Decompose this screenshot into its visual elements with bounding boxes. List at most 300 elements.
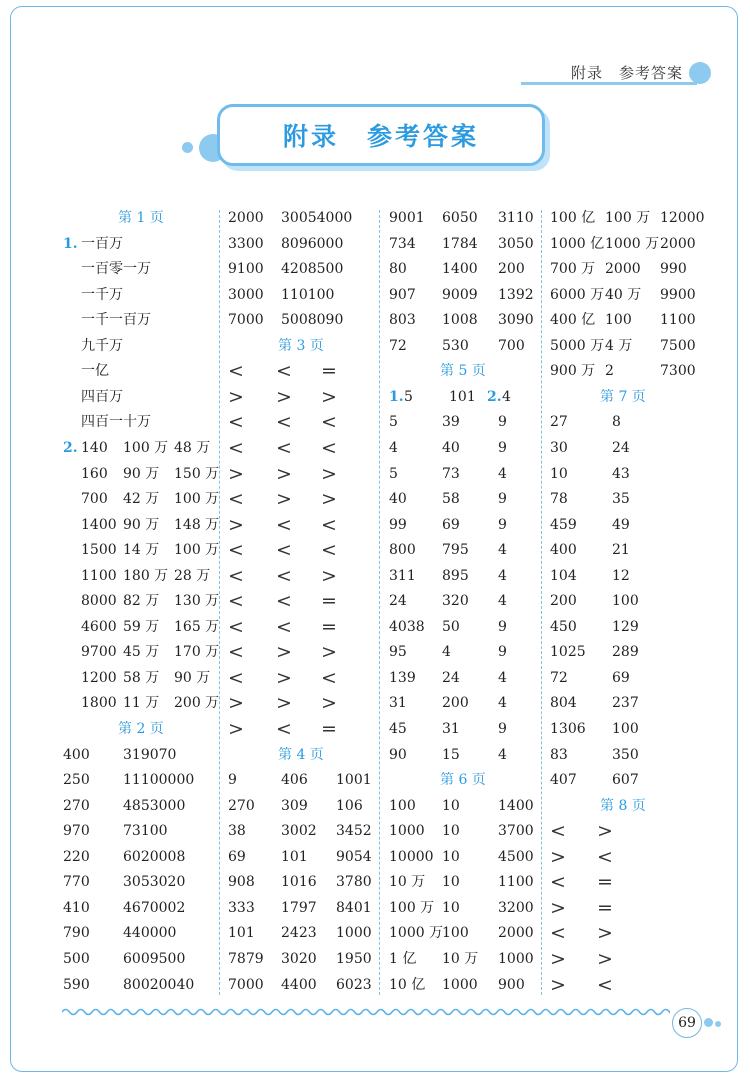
page-title: 附录 参考答案: [282, 122, 479, 151]
answer-value: 49: [612, 517, 630, 533]
answer-value: 250: [63, 772, 90, 788]
answer-value: 1001: [336, 772, 372, 788]
title-banner: [217, 104, 545, 166]
answer-value: 4: [498, 466, 507, 482]
answer-value: 607: [612, 772, 639, 788]
header-circle-icon: [689, 62, 711, 84]
page-section-label: 第 7 页: [600, 389, 646, 405]
answer-value: 7300: [660, 363, 696, 379]
answer-value: 106: [336, 798, 363, 814]
comparison-symbol: <: [597, 974, 613, 996]
answer-value: 1200: [81, 670, 117, 686]
answer-value: 3700: [498, 823, 534, 839]
answer-value: 40 万: [605, 287, 642, 303]
answer-value: 170 万: [174, 644, 220, 660]
comparison-symbol: <: [228, 590, 244, 612]
answer-value: 5: [404, 389, 413, 405]
answer-value: 3053020: [123, 874, 186, 890]
answer-value: 200: [550, 593, 577, 609]
answer-value: 4500: [498, 849, 534, 865]
answer-value: 12: [612, 568, 630, 584]
comparison-symbol: >: [276, 488, 292, 510]
answer-value: 9001: [389, 210, 425, 226]
answer-value: 400: [63, 747, 90, 763]
answer-value: 9900: [660, 287, 696, 303]
comparison-symbol: >: [276, 667, 292, 689]
answer-value: 1016: [281, 874, 317, 890]
answer-value: 15: [442, 747, 460, 763]
comparison-symbol: >: [276, 692, 292, 714]
answer-value: 1 亿: [389, 951, 417, 967]
answer-value: 40: [389, 491, 407, 507]
answer-value: 795: [442, 542, 469, 558]
comparison-symbol: >: [228, 463, 244, 485]
answer-value: 90 万: [174, 670, 211, 686]
answer-value: 165 万: [174, 619, 220, 635]
answer-value: 9: [498, 644, 507, 660]
answer-value: 4: [502, 389, 511, 405]
answer-value: 10: [550, 466, 568, 482]
answer-value: 100 万: [174, 491, 220, 507]
answer-value: 31: [442, 721, 460, 737]
answer-value: 410: [63, 900, 90, 916]
answer-value: 100 万: [605, 210, 651, 226]
answer-value: 10: [442, 900, 460, 916]
answer-value: 2000: [498, 925, 534, 941]
answer-value: 800: [389, 542, 416, 558]
answer-value: 700: [81, 491, 108, 507]
answer-value: 9054: [336, 849, 372, 865]
answer-value: 四百一十万: [81, 414, 151, 430]
answer-value: 8000: [81, 593, 117, 609]
question-number: 1.: [63, 236, 78, 252]
answer-value: 590: [63, 977, 90, 993]
comparison-symbol: >: [597, 820, 613, 842]
answer-value: 101: [281, 849, 308, 865]
answer-value: 一百万: [81, 236, 123, 252]
answer-value: 10 万: [442, 951, 479, 967]
answer-value: 2: [605, 363, 614, 379]
answer-value: 14 万: [123, 542, 160, 558]
answer-value: 10 万: [389, 874, 426, 890]
answer-value: 700 万: [550, 261, 596, 277]
comparison-symbol: >: [321, 488, 337, 510]
answer-value: 100: [605, 312, 632, 328]
answer-value: 九千万: [81, 338, 123, 354]
answer-value: 1000 亿: [550, 236, 605, 252]
answer-value: 10 亿: [389, 977, 426, 993]
answer-value: 28 万: [174, 568, 211, 584]
comparison-symbol: <: [550, 820, 566, 842]
answer-value: 50: [442, 619, 460, 635]
comparison-symbol: >: [597, 948, 613, 970]
answer-value: 148 万: [174, 517, 220, 533]
answer-value: 311: [389, 568, 416, 584]
answer-value: 24: [389, 593, 407, 609]
page-section-label: 第 3 页: [278, 338, 324, 354]
comparison-symbol: >: [550, 948, 566, 970]
answer-value: 1000 万: [605, 236, 660, 252]
answer-value: 1400: [81, 517, 117, 533]
answer-value: 4: [442, 644, 451, 660]
answer-value: 82 万: [123, 593, 160, 609]
answer-value: 8401: [336, 900, 372, 916]
comparison-symbol: <: [321, 437, 337, 459]
answer-value: 1008: [442, 312, 478, 328]
running-header: [521, 60, 711, 88]
comparison-symbol: <: [228, 616, 244, 638]
answer-value: 4: [498, 568, 507, 584]
answer-value: 6050: [442, 210, 478, 226]
answer-value: 58 万: [123, 670, 160, 686]
answer-value: 104: [550, 568, 577, 584]
answer-value: 72: [550, 670, 568, 686]
answer-value: 6009500: [123, 951, 186, 967]
answer-value: 100 万: [174, 542, 220, 558]
answer-value: 400: [550, 542, 577, 558]
comparison-symbol: <: [276, 590, 292, 612]
answer-value: 803: [389, 312, 416, 328]
answer-value: 58: [442, 491, 460, 507]
answer-value: 9: [498, 440, 507, 456]
answer-value: 110100: [281, 287, 335, 303]
answer-value: 31: [389, 695, 407, 711]
answer-value: 8: [612, 414, 621, 430]
answer-value: 78: [550, 491, 568, 507]
comparison-symbol: <: [550, 871, 566, 893]
comparison-symbol: =: [321, 718, 337, 740]
comparison-symbol: <: [228, 360, 244, 382]
answer-value: 21: [612, 542, 630, 558]
answer-value: 700: [498, 338, 525, 354]
answer-value: 1950: [336, 951, 372, 967]
answer-value: 1025: [550, 644, 586, 660]
answer-value: 2000: [660, 236, 696, 252]
answer-value: 270: [63, 798, 90, 814]
answer-value: 10: [442, 823, 460, 839]
answer-value: 129: [612, 619, 639, 635]
answer-value: 319070: [123, 747, 177, 763]
answer-value: 1000 万: [389, 925, 444, 941]
answer-value: 1100: [498, 874, 534, 890]
comparison-symbol: <: [276, 514, 292, 536]
answer-value: 95: [389, 644, 407, 660]
answer-value: 10: [442, 874, 460, 890]
answer-value: 1000: [442, 977, 478, 993]
page-section-label: 第 4 页: [278, 747, 324, 763]
answer-value: 2000: [605, 261, 641, 277]
wave-divider: [62, 1005, 670, 1019]
answer-value: 3200: [498, 900, 534, 916]
answer-value: 9009: [442, 287, 478, 303]
answer-value: 1784: [442, 236, 478, 252]
answer-value: 160: [81, 466, 108, 482]
answer-value: 100: [612, 593, 639, 609]
answer-value: 200: [498, 261, 525, 277]
answer-value: 770: [63, 874, 90, 890]
comparison-symbol: >: [321, 692, 337, 714]
answer-value: 30: [550, 440, 568, 456]
answer-value: 3090: [498, 312, 534, 328]
answer-value: 45: [389, 721, 407, 737]
comparison-symbol: <: [228, 488, 244, 510]
comparison-symbol: <: [276, 718, 292, 740]
answer-value: 289: [612, 644, 639, 660]
comparison-symbol: >: [321, 463, 337, 485]
comparison-symbol: <: [276, 616, 292, 638]
answer-value: 9700: [81, 644, 117, 660]
comparison-symbol: <: [276, 539, 292, 561]
comparison-symbol: >: [321, 386, 337, 408]
answer-value: 10: [442, 849, 460, 865]
answer-value: 6000 万: [550, 287, 605, 303]
answer-value: 9: [498, 491, 507, 507]
answer-value: 80: [389, 261, 407, 277]
comparison-symbol: =: [321, 590, 337, 612]
answer-value: 220: [63, 849, 90, 865]
answer-value: 990: [660, 261, 687, 277]
comparison-symbol: =: [597, 871, 613, 893]
comparison-symbol: >: [550, 846, 566, 868]
answer-value: 90 万: [123, 517, 160, 533]
answer-value: 一千一百万: [81, 312, 151, 328]
answer-value: 970: [63, 823, 90, 839]
answer-value: 1100: [660, 312, 696, 328]
answer-value: 790: [63, 925, 90, 941]
answer-value: 4670002: [123, 900, 186, 916]
answer-value: 4: [498, 593, 507, 609]
answer-value: 1392: [498, 287, 534, 303]
comparison-symbol: =: [597, 897, 613, 919]
answer-value: 100 亿: [550, 210, 596, 226]
answer-value: 100: [389, 798, 416, 814]
answer-value: 734: [389, 236, 416, 252]
answer-value: 5: [389, 414, 398, 430]
answer-value: 406: [281, 772, 308, 788]
comparison-symbol: <: [228, 411, 244, 433]
column-divider: [541, 210, 542, 995]
small-circle-icon: [182, 142, 193, 153]
answer-value: 4: [498, 695, 507, 711]
comparison-symbol: <: [276, 565, 292, 587]
answer-value: 5008090: [281, 312, 344, 328]
page-section-label: 第 8 页: [600, 798, 646, 814]
answer-value: 4: [389, 440, 398, 456]
comparison-symbol: <: [228, 437, 244, 459]
answer-value: 5000 万: [550, 338, 605, 354]
comparison-symbol: >: [321, 641, 337, 663]
header-text: 附录 参考答案: [570, 64, 683, 82]
answer-value: 5: [389, 466, 398, 482]
answer-value: 24: [442, 670, 460, 686]
answer-value: 24: [612, 440, 630, 456]
answer-value: 3000: [228, 287, 264, 303]
answer-value: 333: [228, 900, 255, 916]
answer-value: 9100: [228, 261, 264, 277]
answer-value: 48 万: [174, 440, 211, 456]
answer-value: 11100000: [123, 772, 195, 788]
answer-value: 35: [612, 491, 630, 507]
answer-value: 804: [550, 695, 577, 711]
answer-value: 一千万: [81, 287, 123, 303]
answer-value: 11 万: [123, 695, 160, 711]
answer-value: 500: [63, 951, 90, 967]
page-section-label: 第 5 页: [440, 363, 486, 379]
answer-value: 139: [389, 670, 416, 686]
answer-value: 100 万: [123, 440, 169, 456]
comparison-symbol: >: [550, 897, 566, 919]
answer-value: 2423: [281, 925, 317, 941]
answer-value: 4: [498, 542, 507, 558]
answer-value: 309: [281, 798, 308, 814]
answer-value: 6020008: [123, 849, 186, 865]
comparison-symbol: <: [276, 360, 292, 382]
answer-value: 4038: [389, 619, 425, 635]
comparison-symbol: =: [321, 616, 337, 638]
answer-value: 1500: [81, 542, 117, 558]
answer-value: 101: [449, 389, 476, 405]
question-number: 1.: [389, 389, 404, 405]
comparison-symbol: >: [228, 718, 244, 740]
answer-value: 73: [442, 466, 460, 482]
answer-value: 237: [612, 695, 639, 711]
answer-value: 4400: [281, 977, 317, 993]
answer-value: 7000: [228, 977, 264, 993]
comparison-symbol: =: [321, 360, 337, 382]
answer-value: 900: [498, 977, 525, 993]
answer-value: 一百零一万: [81, 261, 151, 277]
answer-value: 9: [498, 721, 507, 737]
dot-icon: [715, 1021, 721, 1027]
answer-value: 459: [550, 517, 577, 533]
comparison-symbol: <: [550, 922, 566, 944]
comparison-symbol: >: [276, 386, 292, 408]
answer-value: 9: [498, 517, 507, 533]
comparison-symbol: >: [597, 922, 613, 944]
page-section-label: 第 2 页: [118, 721, 164, 737]
answer-value: 1000: [389, 823, 425, 839]
answer-value: 43: [612, 466, 630, 482]
answer-value: 3050: [498, 236, 534, 252]
comparison-symbol: >: [228, 386, 244, 408]
dot-icon: [704, 1018, 713, 1027]
answer-value: 9: [228, 772, 237, 788]
answer-value: 6023: [336, 977, 372, 993]
answer-value: 90: [389, 747, 407, 763]
answer-value: 69: [228, 849, 246, 865]
answer-value: 7500: [660, 338, 696, 354]
answer-value: 27: [550, 414, 568, 430]
answer-value: 400 亿: [550, 312, 596, 328]
comparison-symbol: >: [228, 514, 244, 536]
answer-value: 80020040: [123, 977, 195, 993]
answer-value: 1100: [81, 568, 117, 584]
answer-value: 9: [498, 619, 507, 635]
answer-value: 40: [442, 440, 460, 456]
answer-value: 一亿: [81, 363, 109, 379]
answer-value: 9: [498, 414, 507, 430]
answer-value: 908: [228, 874, 255, 890]
answer-value: 1797: [281, 900, 317, 916]
answer-value: 59 万: [123, 619, 160, 635]
answer-value: 3780: [336, 874, 372, 890]
answer-value: 45 万: [123, 644, 160, 660]
answer-value: 8096000: [281, 236, 344, 252]
answer-value: 4: [498, 670, 507, 686]
answer-value: 99: [389, 517, 407, 533]
answer-value: 440000: [123, 925, 177, 941]
answer-value: 7000: [228, 312, 264, 328]
answer-value: 1400: [442, 261, 478, 277]
answer-value: 1800: [81, 695, 117, 711]
answer-value: 69: [612, 670, 630, 686]
answer-value: 73100: [123, 823, 168, 839]
answer-value: 180 万: [123, 568, 169, 584]
answer-value: 69: [442, 517, 460, 533]
answer-value: 895: [442, 568, 469, 584]
answer-value: 100: [442, 925, 469, 941]
comparison-symbol: <: [321, 667, 337, 689]
answer-value: 3300: [228, 236, 264, 252]
page-section-label: 第 1 页: [118, 210, 164, 226]
answer-value: 907: [389, 287, 416, 303]
comparison-symbol: <: [321, 514, 337, 536]
answer-value: 12000: [660, 210, 705, 226]
answer-value: 200: [442, 695, 469, 711]
comparison-symbol: <: [228, 667, 244, 689]
answer-value: 4: [498, 747, 507, 763]
answer-value: 39: [442, 414, 460, 430]
answer-value: 83: [550, 747, 568, 763]
answer-value: 407: [550, 772, 577, 788]
comparison-symbol: <: [276, 411, 292, 433]
column-divider: [379, 210, 380, 995]
answer-value: 200 万: [174, 695, 220, 711]
answer-value: 140: [81, 440, 108, 456]
comparison-symbol: >: [228, 692, 244, 714]
comparison-symbol: <: [228, 539, 244, 561]
answer-value: 450: [550, 619, 577, 635]
comparison-symbol: <: [276, 437, 292, 459]
comparison-symbol: >: [321, 565, 337, 587]
comparison-symbol: <: [597, 846, 613, 868]
answer-value: 30054000: [281, 210, 353, 226]
answer-value: 4853000: [123, 798, 186, 814]
comparison-symbol: <: [228, 641, 244, 663]
answer-value: 4600: [81, 619, 117, 635]
answer-value: 2000: [228, 210, 264, 226]
answer-value: 100: [612, 721, 639, 737]
answer-value: 1000: [498, 951, 534, 967]
answer-value: 38: [228, 823, 246, 839]
comparison-symbol: <: [228, 565, 244, 587]
answer-value: 90 万: [123, 466, 160, 482]
answer-value: 3020: [281, 951, 317, 967]
answer-value: 72: [389, 338, 407, 354]
answer-value: 530: [442, 338, 469, 354]
answer-value: 1306: [550, 721, 586, 737]
answer-value: 42 万: [123, 491, 160, 507]
page-number: 69: [672, 1008, 702, 1038]
answer-value: 101: [228, 925, 255, 941]
answer-value: 3002: [281, 823, 317, 839]
question-number: 2.: [487, 389, 502, 405]
comparison-symbol: >: [550, 974, 566, 996]
answer-value: 四百万: [81, 389, 123, 405]
answer-value: 7879: [228, 951, 264, 967]
answer-value: 130 万: [174, 593, 220, 609]
answer-value: 270: [228, 798, 255, 814]
